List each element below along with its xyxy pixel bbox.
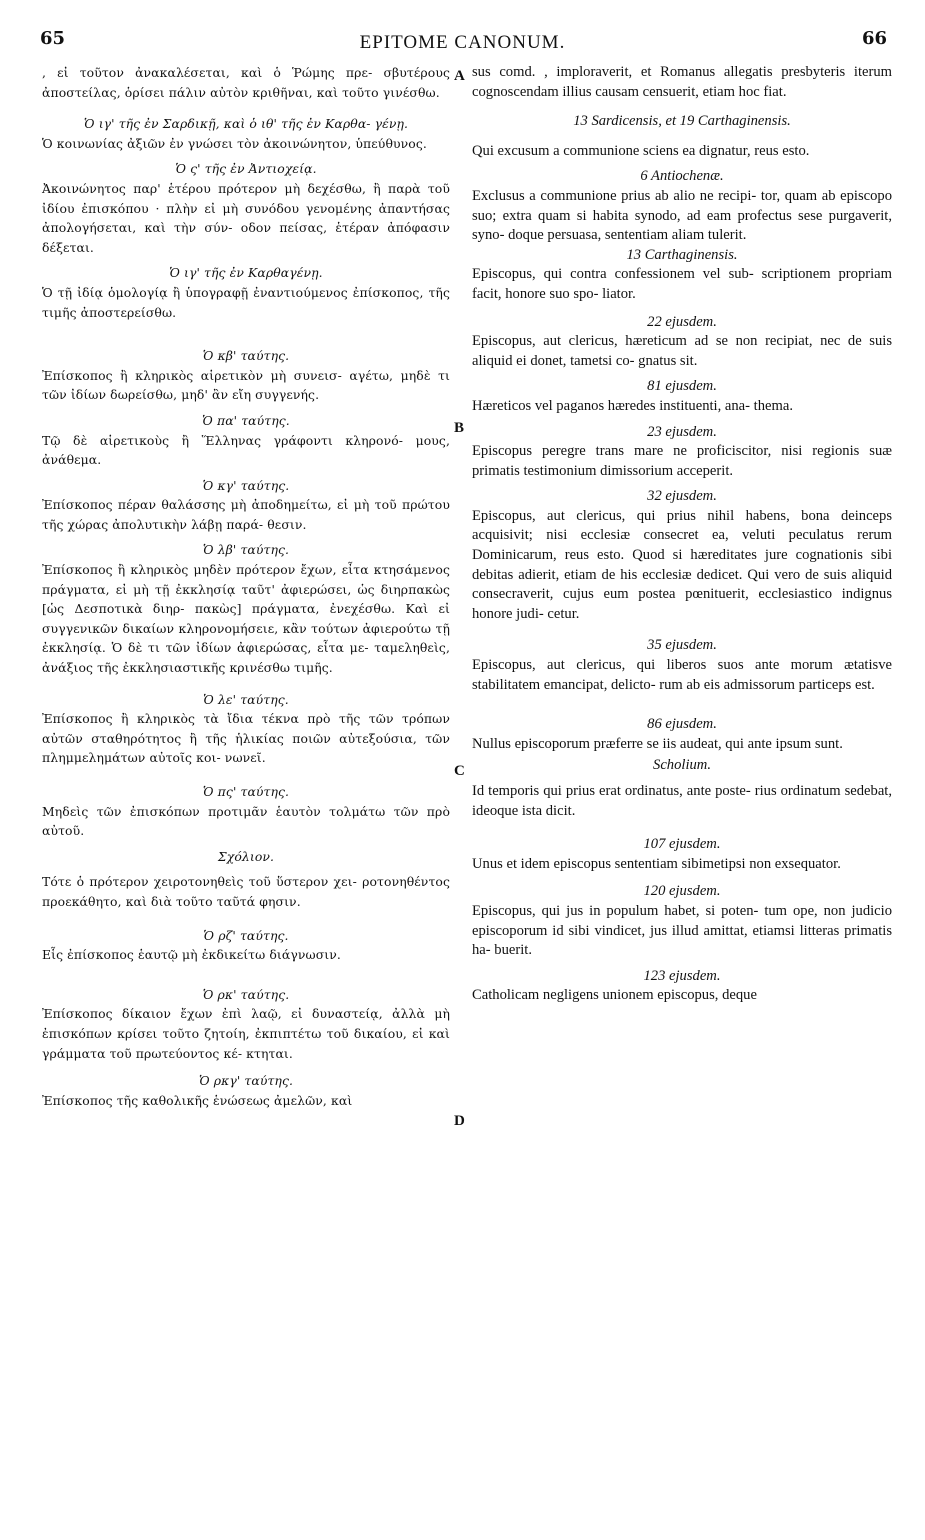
greek-paragraph-5: Ἐπίσκοπος ἢ κληρικὸς αἱρετικὸν μὴ συνεισ- αγέτω, μηδὲ τι τῶν ἰδίων δωρείσθω, μηδ' ἂν εἴη συγγενής.: [42, 367, 450, 403]
latin-paragraph-5: Episcopus, aut clericus, hæreticum ad se non recipiat, nec de suis aliquid ei donet, tametsi co- gnatus sit.: [472, 333, 892, 369]
latin-heading-13: 120 ejusdem.: [643, 883, 721, 900]
latin-paragraph-10: Nullus episcoporum præferre se iis audeat, qui ante ipsum sunt.: [472, 735, 843, 752]
margin-letter-a: A: [454, 68, 465, 84]
greek-heading-11: Σχόλιον.: [217, 848, 275, 864]
latin-paragraph-7: Episcopus peregre trans mare ne proficiscitor, nisi regionis suæ primatis testimonium dimissorium acceperit.: [472, 443, 892, 479]
greek-paragraph-10: Μηδεὶς τῶν ἐπισκόπων προτιμᾶν ἑαυτὸν τολμάτω τῶν πρὸ αὐτοῦ.: [42, 803, 450, 839]
greek-heading-9: Ὁ λε' ταύτης.: [203, 691, 289, 707]
latin-heading-2: 13 Sardicensis, et 19 Carthaginensis.: [573, 113, 791, 130]
greek-paragraph-2: Ὁ κοινωνίας ἀξιῶν ἐν γνώσει τὸν ἀκοινώνητον, ὑπεύθυνος.: [42, 135, 427, 151]
latin-paragraph-14: Catholicam negligens unionem episcopus, deque: [472, 987, 757, 1004]
greek-heading-14: Ὁ ρκγ' ταύτης.: [198, 1073, 294, 1089]
latin-heading-10: 86 ejusdem.: [647, 716, 717, 733]
latin-heading-9: 35 ejusdem.: [647, 637, 717, 654]
left-page-number: 65: [40, 28, 66, 49]
latin-paragraph-1: sus comd. , imploraverit, et Romanus allegatis presbyteris iterum cognoscendam illius causam censuerit, etiam hoc fiat.: [472, 64, 892, 100]
greek-heading-3: Ὁ ς' τῆς ἐν Ἀντιοχείᾳ.: [175, 161, 317, 177]
latin-paragraph-2: Qui excusum a communione sciens ea dignatur, reus esto.: [472, 142, 810, 159]
greek-paragraph-4: Ὁ τῇ ἰδίᾳ ὁμολογίᾳ ἢ ὑπογραφῇ ἐναντιούμενος ἐπίσκοπος, τῆς τιμῆς ἀποστερείσθω.: [42, 284, 450, 320]
latin-heading-3: 6 Antiochenæ.: [640, 168, 724, 185]
greek-heading-4: Ὁ ιγ' τῆς ἐν Καρθαγένῃ.: [169, 265, 323, 281]
latin-paragraph-13: Episcopus, qui jus in populum habet, si poten- tum ope, non judicio episcoporum id sibi vindicet, jus illud amittat, etiamsi litteras primatis ha- buerit.: [472, 902, 892, 959]
latin-paragraph-6: Hæreticos vel paganos hæredes instituenti, ana- thema.: [472, 397, 793, 414]
latin-paragraph-8: Episcopus, aut clericus, qui prius nihil habens, bona deinceps acquisivit; nisi ecclesiæ consecret ea, veluti peculatus rerum Dominicarum, reus esto. Quod si hæreditates jure cognationis sibi debitas adierit, etiam de his ecclesiæ dedicet. Qui vero de suis aliquid consecraverit, cujus eum postea pœnituerit, ecclesiastico indignus honore judi- cetur.: [472, 507, 892, 622]
greek-paragraph-8: Ἐπίσκοπος ἢ κληρικὸς μηδὲν πρότερον ἔχων, εἶτα κτησάμενος πράγματα, εἰ μὴ τῇ ἐκκλησίᾳ ταῦτ' ἀφιερώσει, ὡς διηρπακὼς [ὡς Δεσποτικὰ διηρ- πακὼς] πράγματα, ἐνεχέσθω. Καὶ εἰ συγγενικῶν δικαίων κληρονομήσειε, κἂν τούτων ἀφιερούτω τῇ ἐκκλησίᾳ. Ὁ δὲ τι τῶν ἰδίων ἀφιερώσας, εἶτα με- ταμεληθεὶς, ἀνάξιος τῆς ἐκκλησιαστικῆς κρινέσθω τιμῆς.: [42, 562, 450, 676]
margin-letter-d: D: [454, 1113, 465, 1129]
greek-paragraph-13: Ἐπίσκοπος δίκαιον ἔχων ἐπὶ λαῷ, εἰ δυναστείᾳ, ἀλλὰ μὴ ἐπισκόπων κρίσει τοῦτο ζητοίη, ἐκπιπτέτω τοῦ δικαίου, εἰ καὶ γράμματα τοῦ πρωτεύοντος κέ- κτηται.: [42, 1006, 450, 1061]
greek-heading-5: Ὁ κβ' ταύτης.: [202, 348, 290, 364]
latin-paragraph-9: Episcopus, aut clericus, qui liberos suos ante morum ætatisve stabilitatem emancipat, delicto- rum ab eis admissorum particeps est.: [472, 657, 892, 693]
running-title: EPITOME CANONUM.: [359, 32, 566, 53]
greek-paragraph-14: Ἐπίσκοπος τῆς καθολικῆς ἑνώσεως ἀμελῶν, καὶ: [42, 1092, 353, 1108]
greek-heading-2: Ὁ ιγ' τῆς ἐν Σαρδικῇ, καὶ ὁ ιθ' τῆς ἐν Καρθα- γένῃ.: [83, 116, 409, 132]
latin-heading-11: Scholium.: [653, 757, 711, 774]
latin-column: [472, 63, 892, 1006]
greek-paragraph-3: Ἀκοινώνητος παρ' ἑτέρου πρότερον μὴ δεχέσθω, ἢ παρὰ τοῦ ἰδίου ἐπισκόπου · πλὴν εἰ μὴ συνόδου γενομένης ἀπαντήσας ἀπολογήσεται, καὶ τὴν σύν- οδον πείσας, ἑτέραν ἀπόφασιν δέξεται.: [42, 180, 450, 255]
latin-heading-4: 13 Carthaginensis.: [626, 246, 738, 263]
margin-letter-b: B: [454, 420, 465, 436]
latin-heading-14: 123 ejusdem.: [643, 967, 721, 984]
greek-heading-8: Ὁ λβ' ταύτης.: [202, 542, 290, 558]
latin-paragraph-12: Unus et idem episcopus sententiam sibimetipsi non exsequator.: [472, 855, 841, 872]
latin-heading-5: 22 ejusdem.: [647, 313, 717, 330]
latin-heading-12: 107 ejusdem.: [643, 836, 721, 853]
latin-heading-6: 81 ejusdem.: [647, 378, 717, 395]
greek-heading-10: Ὁ πς' ταύτης.: [202, 784, 290, 799]
margin-letter-c: C: [454, 763, 465, 779]
greek-column: [42, 63, 450, 1110]
latin-paragraph-4: Episcopus, qui contra confessionem vel sub- scriptionem propriam facit, honore suo spo- liator.: [472, 266, 892, 302]
greek-paragraph-11: Τότε ὁ πρότερον χειροτονηθεὶς τοῦ ὕστερον χει- ροτονηθέντος προεκάθητο, καὶ διὰ τοῦτο ταῦτά φησιν.: [42, 874, 450, 909]
greek-heading-13: Ὁ ρκ' ταύτης.: [202, 986, 290, 1002]
latin-paragraph-3: Exclusus a communione prius ab alio ne recipi- tor, quam ab episcopo suo; extra quam si habita synodo, ad eam profectus sese purgaverit, syno- doque persuasa, sententiam aliam tulerit.: [472, 187, 892, 244]
greek-paragraph-7: Ἐπίσκοπος πέραν θαλάσσης μὴ ἀποδημείτω, εἰ μὴ τοῦ πρώτου τῆς χώρας ἀπολυτικὴν λάβῃ παρά- θεσιν.: [42, 497, 450, 532]
latin-heading-8: 32 ejusdem.: [647, 488, 717, 505]
greek-paragraph-1: , εἰ τοῦτον ἀνακαλέσεται, καὶ ὁ Ῥώμης πρε- σβυτέρους ἀποστείλας, ὁρίσει πάλιν αὐτὸν κριθῆναι, καὶ τοῦτο γινέσθω.: [42, 65, 450, 100]
latin-heading-7: 23 ejusdem.: [647, 423, 717, 440]
greek-heading-7: Ὁ κγ' ταύτης.: [202, 477, 290, 493]
greek-paragraph-6: Τῷ δὲ αἱρετικοὺς ἢ Ἕλληνας γράφοντι κληρονό- μους, ἀνάθεμα.: [42, 432, 450, 468]
right-page-number: 66: [861, 28, 887, 49]
greek-heading-6: Ὁ πα' ταύτης.: [202, 412, 290, 428]
greek-paragraph-9: Ἐπίσκοπος ἢ κληρικὸς τὰ ἴδια τέκνα πρὸ τῆς τῶν τρόπων αὐτῶν σταθηρότητος ἢ τῆς ἡλικίας ποιῶν αὐτεξούσια, τῶν πλημμελημάτων αὐτοῖς κοι- νωνεῖ.: [42, 711, 450, 766]
greek-paragraph-12: Εἷς ἐπίσκοπος ἑαυτῷ μὴ ἐκδικείτω διάγνωσιν.: [42, 947, 341, 963]
latin-paragraph-11: Id temporis qui prius erat ordinatus, ante poste- rius ordinatum sedebat, ideoque ista dicit.: [472, 783, 892, 819]
greek-heading-12: Ὁ ρζ' ταύτης.: [203, 927, 289, 943]
